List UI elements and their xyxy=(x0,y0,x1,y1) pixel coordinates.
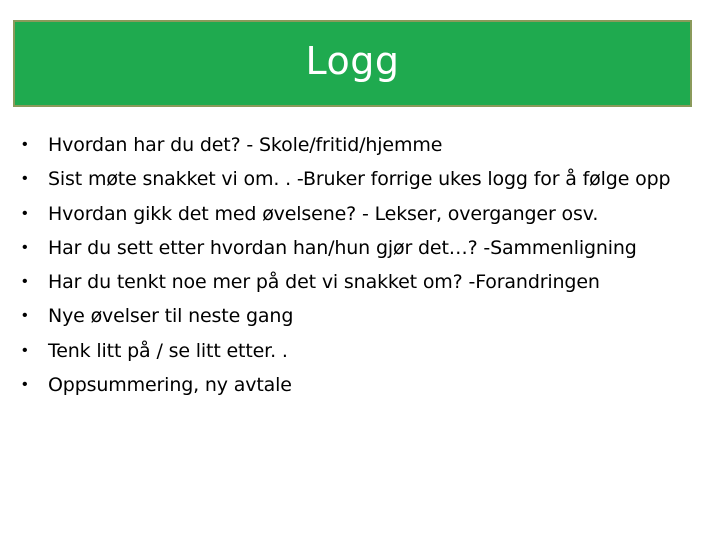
bullet-list xyxy=(0,133,720,407)
bullet-text: Har du sett etter hvordan han/hun gjør det…? -Sammenligning xyxy=(48,236,637,259)
bullet-icon: • xyxy=(22,136,28,153)
bullet-icon: • xyxy=(22,376,28,394)
bullet-text: Oppsummering, ny avtale xyxy=(48,374,292,397)
bullet-item xyxy=(0,373,720,407)
bullet-icon: • xyxy=(22,307,28,325)
bullet-item xyxy=(0,236,720,270)
bullet-text: Nye øvelser til neste gang xyxy=(48,305,294,328)
title-banner xyxy=(13,20,692,107)
bullet-text: Hvordan gikk det med øvelsene? - Lekser, overganger osv. xyxy=(48,202,599,225)
bullet-item xyxy=(0,167,720,201)
bullet-icon: • xyxy=(22,238,28,256)
bullet-text: Har du tenkt noe mer på det vi snakket om? -Forandringen xyxy=(48,271,600,294)
bullet-icon: • xyxy=(22,341,28,359)
bullet-item xyxy=(0,270,720,304)
bullet-icon: • xyxy=(22,273,28,291)
bullet-item xyxy=(0,133,720,167)
bullet-text: Tenk litt på / se litt etter. . xyxy=(48,339,288,362)
bullet-item xyxy=(0,202,720,236)
bullet-item xyxy=(0,339,720,373)
bullet-item xyxy=(0,304,720,338)
bullet-text: Sist møte snakket vi om. . -Bruker forrige ukes logg for å følge opp xyxy=(48,168,671,191)
bullet-icon: • xyxy=(22,170,28,188)
bullet-text: Hvordan har du det? - Skole/fritid/hjemme xyxy=(48,134,443,156)
slide-title: Logg xyxy=(305,38,400,83)
bullet-icon: • xyxy=(22,204,28,222)
